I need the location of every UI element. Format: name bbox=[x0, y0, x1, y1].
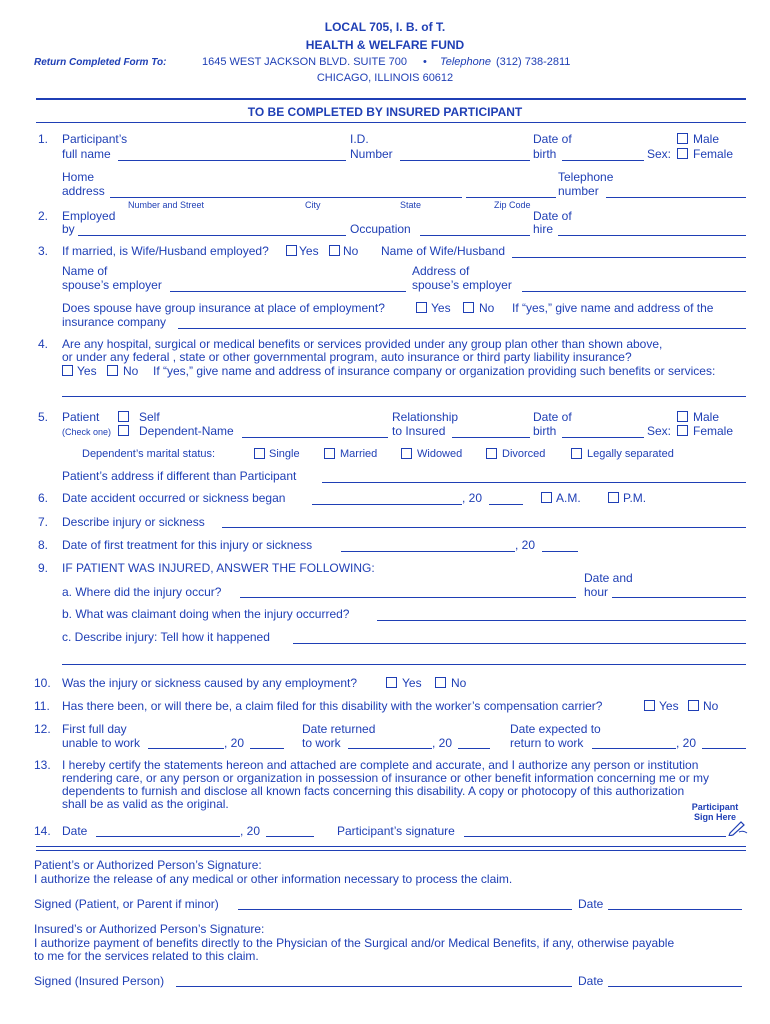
relationship-field[interactable] bbox=[452, 437, 530, 438]
hire-date-label: Date of bbox=[533, 209, 572, 223]
patient-date-field[interactable] bbox=[608, 909, 742, 910]
item-number: 7. bbox=[38, 515, 49, 529]
relationship-label: Relationship bbox=[392, 410, 459, 424]
pen-icon bbox=[728, 820, 748, 836]
relationship-label: to Insured bbox=[392, 424, 446, 438]
dependent-dob-field[interactable] bbox=[562, 437, 644, 438]
am-checkbox[interactable] bbox=[541, 492, 552, 503]
zip-sublabel: Zip Code bbox=[494, 200, 531, 210]
spouse-employer-address-label: spouse’s employer bbox=[412, 278, 512, 292]
year-prefix: , 20 bbox=[462, 491, 483, 505]
describe-injury-label: Describe injury or sickness bbox=[62, 515, 205, 529]
divorced-checkbox[interactable] bbox=[486, 448, 497, 459]
first-treatment-year-field[interactable] bbox=[542, 551, 578, 552]
employment-caused-no-checkbox[interactable] bbox=[435, 677, 446, 688]
other-benefits-question: Are any hospital, surgical or medical benefits or services provided under any group plan other than shown above, bbox=[62, 337, 663, 351]
telephone-label: number bbox=[558, 184, 599, 198]
item-number: 3. bbox=[38, 244, 49, 258]
year-prefix: , 20 bbox=[432, 736, 453, 750]
dob-label: Date of bbox=[533, 410, 572, 424]
release-text: I authorize the release of any medical or other information necessary to process the claim. bbox=[34, 872, 513, 886]
date-returned-year-field[interactable] bbox=[458, 748, 490, 749]
item-number: 11. bbox=[34, 699, 50, 713]
item-number: 10. bbox=[34, 676, 51, 690]
date-hour-field[interactable] bbox=[612, 597, 746, 598]
if-yes-instruction: If “yes,” give name and address of the bbox=[512, 301, 714, 315]
injury-location-field[interactable] bbox=[240, 597, 576, 598]
divider bbox=[36, 98, 746, 100]
bullet: • bbox=[423, 56, 427, 68]
occupation-label: Occupation bbox=[350, 222, 411, 236]
divider bbox=[36, 850, 746, 851]
participant-name-label: full name bbox=[62, 147, 111, 161]
other-benefits-field[interactable] bbox=[62, 396, 746, 397]
telephone-number: (312) 738-2811 bbox=[496, 56, 571, 68]
how-it-happened-field-2[interactable] bbox=[62, 664, 746, 665]
item-number: 2. bbox=[38, 209, 49, 223]
id-label: Number bbox=[350, 147, 393, 161]
year-prefix: , 20 bbox=[676, 736, 697, 750]
divider bbox=[36, 122, 746, 123]
claimant-activity-label: b. What was claimant doing when the injury occurred? bbox=[62, 607, 350, 621]
hire-date-field[interactable] bbox=[558, 235, 746, 236]
yes-label: Yes bbox=[659, 699, 679, 713]
payment-heading: Insured’s or Authorized Person’s Signature: bbox=[34, 922, 265, 936]
return-expected-label: return to work bbox=[510, 736, 584, 750]
widowed-checkbox[interactable] bbox=[401, 448, 412, 459]
sex-label: Sex: bbox=[647, 424, 672, 438]
male-checkbox[interactable] bbox=[677, 411, 688, 422]
injury-location-label: a. Where did the injury occur? bbox=[62, 585, 222, 599]
sex-label: Sex: bbox=[647, 147, 672, 161]
dependent-name-label: Dependent-Name bbox=[139, 424, 234, 438]
signature-date-field[interactable] bbox=[96, 836, 240, 837]
male-checkbox[interactable] bbox=[677, 133, 688, 144]
spouse-employer-label: Name of bbox=[62, 264, 108, 278]
male-label: Male bbox=[693, 410, 720, 424]
certification-text: dependents to furnish and disclose all known facts concerning this disability. A copy or photocopy of this authorization bbox=[62, 784, 685, 798]
date-hour-label: Date and bbox=[584, 571, 633, 585]
self-label: Self bbox=[139, 410, 160, 424]
claimant-activity-field[interactable] bbox=[377, 620, 746, 621]
id-number-field[interactable] bbox=[400, 160, 530, 161]
injury-section-heading: IF PATIENT WAS INJURED, ANSWER THE FOLLOWING: bbox=[62, 561, 375, 575]
married-checkbox[interactable] bbox=[324, 448, 335, 459]
participant-name-label: Participant’s bbox=[62, 132, 128, 146]
unable-to-work-label: First full day bbox=[62, 722, 127, 736]
year-prefix: , 20 bbox=[240, 824, 261, 838]
female-checkbox[interactable] bbox=[677, 148, 688, 159]
spouse-employed-no-checkbox[interactable] bbox=[329, 245, 340, 256]
payment-text: I authorize payment of benefits directly to the Physician of the Surgical and/or Medical Benefits, if any, otherwise payable bbox=[34, 936, 675, 950]
home-address-label: Home bbox=[62, 170, 95, 184]
sign-here-label: Sign Here bbox=[693, 812, 736, 822]
hire-date-label: hire bbox=[533, 222, 554, 236]
widowed-label: Widowed bbox=[417, 448, 463, 460]
dependent-name-field[interactable] bbox=[242, 437, 388, 438]
item-number: 1. bbox=[38, 132, 49, 146]
single-label: Single bbox=[269, 448, 300, 460]
item-number: 8. bbox=[38, 538, 49, 552]
divorced-label: Divorced bbox=[502, 448, 546, 460]
item-number: 12. bbox=[34, 722, 51, 736]
group-insurance-yes-checkbox[interactable] bbox=[416, 302, 427, 313]
return-label: Return Completed Form To: bbox=[34, 57, 167, 68]
return-expected-year-field[interactable] bbox=[702, 748, 746, 749]
fund-name: HEALTH & WELFARE FUND bbox=[305, 38, 465, 52]
if-yes-instruction: If “yes,” give name and address of insurance company or organization providing such benefits or services: bbox=[153, 364, 716, 378]
certification-text: rendering care, or any person or organization in possession of insurance or other benefit information concerning me or my bbox=[62, 771, 710, 785]
patient-dependent-checkbox[interactable] bbox=[118, 425, 129, 436]
zip-code-field[interactable] bbox=[466, 197, 556, 198]
item-number: 9. bbox=[38, 561, 49, 575]
insurance-company-field[interactable] bbox=[178, 328, 746, 329]
item-number: 6. bbox=[38, 491, 49, 505]
female-checkbox[interactable] bbox=[677, 425, 688, 436]
insured-signed-label: Signed (Insured Person) bbox=[34, 974, 165, 988]
participant-signature-field[interactable] bbox=[464, 836, 726, 837]
yes-label: Yes bbox=[431, 301, 451, 315]
describe-injury-field[interactable] bbox=[222, 527, 746, 528]
female-label: Female bbox=[693, 147, 734, 161]
participant-signature-label: Participant’s signature bbox=[337, 824, 455, 838]
legally-separated-checkbox[interactable] bbox=[571, 448, 582, 459]
dob-label: birth bbox=[533, 424, 557, 438]
spouse-employer-field[interactable] bbox=[170, 291, 406, 292]
spouse-employed-yes-checkbox[interactable] bbox=[286, 245, 297, 256]
workers-comp-no-checkbox[interactable] bbox=[688, 700, 699, 711]
group-insurance-question: Does spouse have group insurance at place of employment? bbox=[62, 301, 385, 315]
date-returned-field[interactable] bbox=[348, 748, 432, 749]
workers-comp-question: Has there been, or will there be, a claim filed for this disability with the worker’s compensation carrier? bbox=[62, 699, 603, 713]
female-label: Female bbox=[693, 424, 734, 438]
state-sublabel: State bbox=[400, 200, 422, 210]
telephone-label: Telephone bbox=[440, 56, 491, 68]
year-prefix: , 20 bbox=[515, 538, 536, 552]
certification-text: I hereby certify the statements hereon and attached are complete and accurate, and I authorize any person or institution bbox=[62, 758, 699, 772]
dob-label: birth bbox=[533, 147, 557, 161]
item-number: 14. bbox=[34, 824, 51, 838]
unable-to-work-year-field[interactable] bbox=[250, 748, 284, 749]
other-benefits-no-checkbox[interactable] bbox=[107, 365, 118, 376]
insurance-company-label: insurance company bbox=[62, 315, 167, 329]
insured-signature-field[interactable] bbox=[176, 986, 572, 987]
yes-label: Yes bbox=[77, 364, 97, 378]
first-treatment-label: Date of first treatment for this injury or sickness bbox=[62, 538, 313, 552]
pm-label: P.M. bbox=[623, 491, 647, 505]
yes-label: Yes bbox=[402, 676, 422, 690]
date-label: Date bbox=[578, 897, 604, 911]
item-number: 4. bbox=[38, 337, 49, 351]
employment-caused-yes-checkbox[interactable] bbox=[386, 677, 397, 688]
dob-field[interactable] bbox=[562, 160, 644, 161]
accident-date-label: Date accident occurred or sickness began bbox=[62, 491, 286, 505]
payment-text: to me for the services related to this claim. bbox=[34, 949, 259, 963]
occupation-field[interactable] bbox=[420, 235, 530, 236]
group-insurance-no-checkbox[interactable] bbox=[463, 302, 474, 313]
release-heading: Patient’s or Authorized Person’s Signature: bbox=[34, 858, 262, 872]
no-label: No bbox=[123, 364, 139, 378]
employed-by-label: by bbox=[62, 222, 75, 236]
date-label: Date bbox=[62, 824, 88, 838]
no-label: No bbox=[479, 301, 495, 315]
telephone-field[interactable] bbox=[606, 197, 746, 198]
certification-text: shall be as valid as the original. bbox=[62, 797, 229, 811]
patient-signed-label: Signed (Patient, or Parent if minor) bbox=[34, 897, 219, 911]
how-it-happened-field[interactable] bbox=[293, 643, 746, 644]
spouse-employer-label: spouse’s employer bbox=[62, 278, 162, 292]
date-label: Date bbox=[578, 974, 604, 988]
marital-status-label: Dependent’s marital status: bbox=[82, 448, 216, 460]
yes-label: Yes bbox=[299, 244, 319, 258]
employment-caused-question: Was the injury or sickness caused by any employment? bbox=[62, 676, 358, 690]
patient-self-checkbox[interactable] bbox=[118, 411, 129, 422]
unable-to-work-label: unable to work bbox=[62, 736, 141, 750]
home-address-field[interactable] bbox=[110, 197, 462, 198]
spouse-employer-address-field[interactable] bbox=[522, 291, 746, 292]
org-name: LOCAL 705, I. B. of T. bbox=[324, 20, 446, 34]
no-label: No bbox=[343, 244, 359, 258]
city-address: CHICAGO, ILLINOIS 60612 bbox=[316, 72, 454, 84]
home-address-label: address bbox=[62, 184, 105, 198]
accident-date-field[interactable] bbox=[312, 504, 462, 505]
item-number: 5. bbox=[38, 410, 49, 424]
employed-by-label: Employed bbox=[62, 209, 116, 223]
other-benefits-question: or under any federal , state or other governmental program, auto insurance or third party liability insurance? bbox=[62, 350, 632, 364]
employed-by-field[interactable] bbox=[78, 235, 346, 236]
street-sublabel: Number and Street bbox=[128, 200, 205, 210]
married-label: Married bbox=[340, 448, 378, 460]
section-title: TO BE COMPLETED BY INSURED PARTICIPANT bbox=[247, 105, 523, 119]
return-expected-date-field[interactable] bbox=[592, 748, 676, 749]
am-label: A.M. bbox=[556, 491, 581, 505]
year-prefix: , 20 bbox=[224, 736, 245, 750]
first-treatment-date-field[interactable] bbox=[341, 551, 515, 552]
dob-label: Date of bbox=[533, 132, 572, 146]
sign-here-label: Participant bbox=[691, 802, 739, 812]
patient-signature-field[interactable] bbox=[238, 909, 572, 910]
check-one-note: (Check one) bbox=[62, 427, 112, 437]
date-returned-label: Date returned bbox=[302, 722, 376, 736]
divider bbox=[36, 846, 746, 847]
item-number: 13. bbox=[34, 758, 51, 772]
no-label: No bbox=[703, 699, 719, 713]
city-sublabel: City bbox=[305, 200, 321, 210]
participant-name-field[interactable] bbox=[118, 160, 346, 161]
no-label: No bbox=[451, 676, 467, 690]
legally-separated-label: Legally separated bbox=[587, 448, 674, 460]
male-label: Male bbox=[693, 132, 720, 146]
date-hour-label: hour bbox=[584, 585, 609, 599]
how-it-happened-label: c. Describe injury: Tell how it happened bbox=[62, 630, 270, 644]
workers-comp-yes-checkbox[interactable] bbox=[644, 700, 655, 711]
spouse-name-field[interactable] bbox=[512, 257, 746, 258]
id-label: I.D. bbox=[350, 132, 369, 146]
insured-date-field[interactable] bbox=[608, 986, 742, 987]
date-returned-label: to work bbox=[302, 736, 341, 750]
spouse-name-label: Name of Wife/Husband bbox=[381, 244, 506, 258]
return-expected-label: Date expected to bbox=[510, 722, 601, 736]
unable-to-work-date-field[interactable] bbox=[148, 748, 224, 749]
patient-address-field[interactable] bbox=[322, 482, 746, 483]
accident-year-field[interactable] bbox=[489, 504, 523, 505]
other-benefits-yes-checkbox[interactable] bbox=[62, 365, 73, 376]
patient-address-label: Patient’s address if different than Participant bbox=[62, 469, 297, 483]
street-address: 1645 WEST JACKSON BLVD. SUITE 700 bbox=[202, 56, 408, 68]
signature-year-field[interactable] bbox=[266, 836, 314, 837]
single-checkbox[interactable] bbox=[254, 448, 265, 459]
spouse-employed-question: If married, is Wife/Husband employed? bbox=[62, 244, 269, 258]
pm-checkbox[interactable] bbox=[608, 492, 619, 503]
spouse-employer-address-label: Address of bbox=[412, 264, 470, 278]
patient-label: Patient bbox=[62, 410, 100, 424]
telephone-label: Telephone bbox=[558, 170, 614, 184]
